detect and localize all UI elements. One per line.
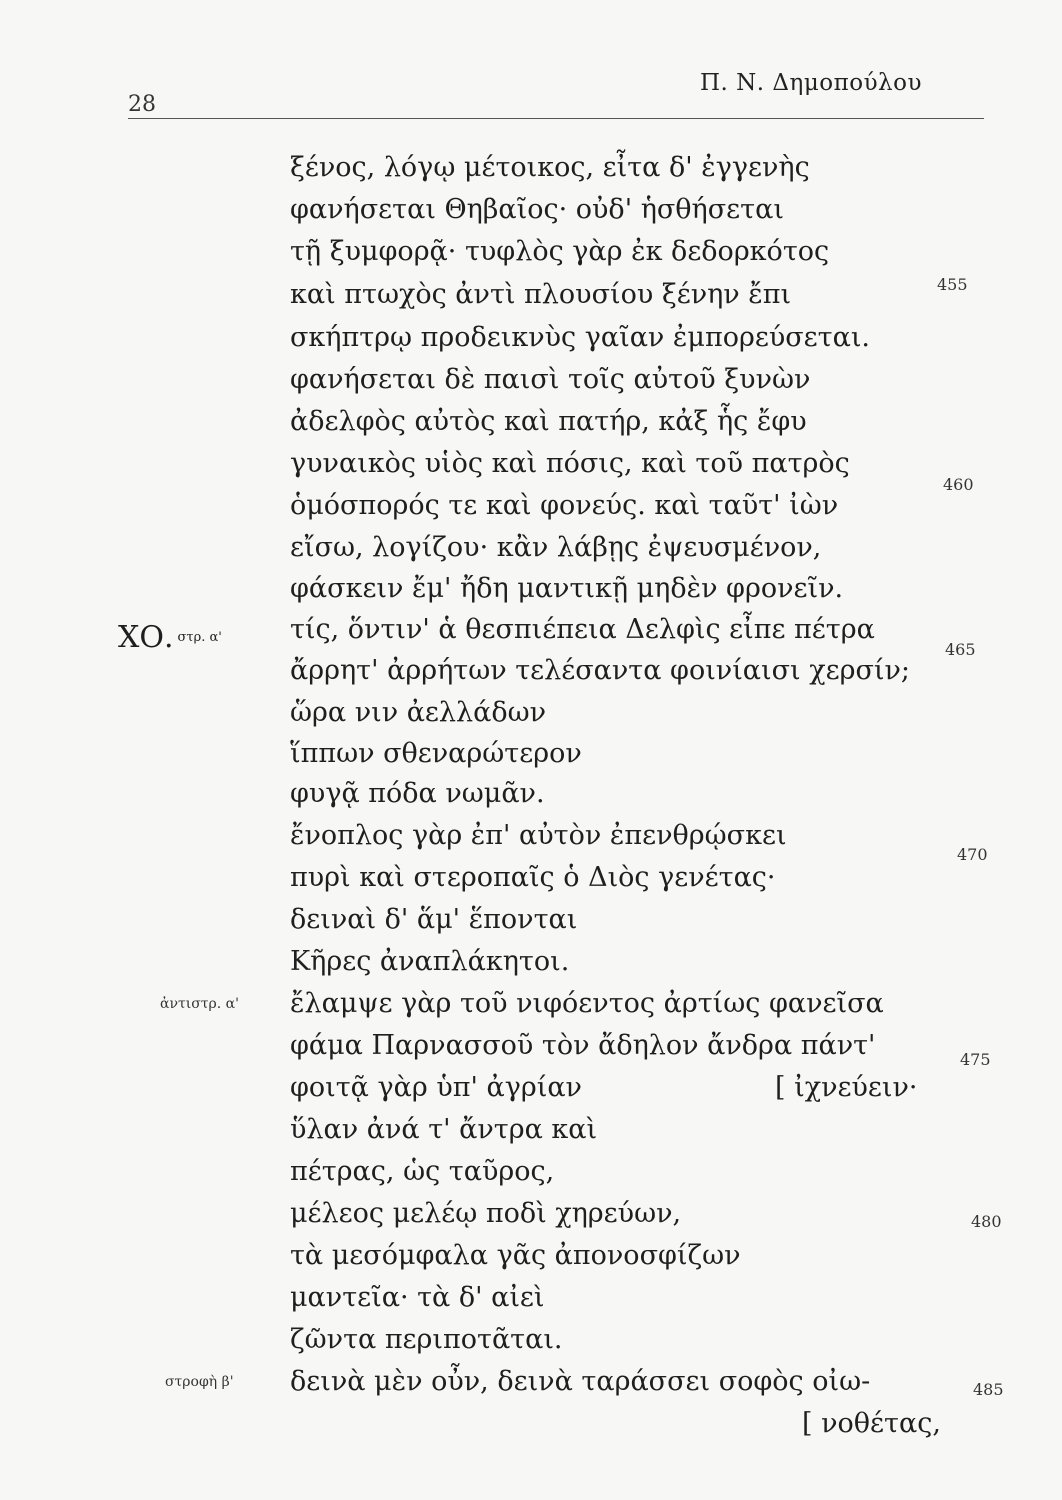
verse-line: ὥρα νιν ἀελλάδων (290, 697, 547, 728)
verse-line: ἔλαμψε γὰρ τοῦ νιφόεντος ἀρτίως φανεῖσα (290, 988, 884, 1019)
page-number: 28 (128, 92, 156, 117)
verse-line: ἄρρητ' ἀρρήτων τελέσαντα φοινίαισι χερσίν; (290, 655, 910, 686)
verse-line: φανήσεται δὲ παισὶ τοῖς αὐτοῦ ξυνὼν (290, 364, 811, 395)
speaker-name: ΧΟ. (118, 620, 174, 655)
verse-line: ἀδελφὸς αὐτὸς καὶ πατήρ, κἀξ ἧς ἔφυ (290, 406, 807, 437)
antistrophe-label: ἀντιστρ. α' (160, 996, 239, 1012)
line-number: 480 (971, 1212, 1002, 1231)
verse-line: σκήπτρῳ προδεικνὺς γαῖαν ἐμπορεύσεται. (290, 322, 870, 353)
verse-line: τῇ ξυμφορᾷ· τυφλὸς γὰρ ἐκ δεδορκότος (290, 236, 830, 267)
verse-line: γυναικὸς υἱὸς καὶ πόσις, καὶ τοῦ πατρὸς (290, 448, 850, 479)
verse-line: δειναὶ δ' ἅμ' ἕπονται (290, 904, 578, 935)
verse-line: μέλεος μελέῳ ποδὶ χηρεύων, (290, 1198, 682, 1229)
verse-line: φανήσεται Θηβαῖος· οὐδ' ἡσθήσεται (290, 194, 784, 225)
verse-line: φυγᾷ πόδα νωμᾶν. (290, 778, 545, 809)
verse-line: τὰ μεσόμφαλα γᾶς ἀπονοσφίζων (290, 1240, 741, 1271)
verse-line: φοιτᾷ γὰρ ὑπ' ἀγρίαν (290, 1072, 582, 1103)
verse-line: ὕλαν ἀνά τ' ἄντρα καὶ (290, 1114, 598, 1145)
verse-line: πέτρας, ὡς ταῦρος, (290, 1156, 555, 1187)
line-number: 485 (973, 1380, 1004, 1399)
verse-continuation: [ ἰχνεύειν· (775, 1072, 918, 1103)
verse-line: ὁμόσπορός τε καὶ φονεύς. καὶ ταῦτ' ἰὼν (290, 490, 839, 521)
verse-continuation: [ νοθέτας, (802, 1408, 941, 1439)
line-number: 465 (945, 640, 976, 659)
verse-line: ζῶντα περιποτᾶται. (290, 1324, 563, 1355)
strophe-label: στροφὴ β' (165, 1374, 234, 1390)
running-head: Π. Ν. Δημοπούλου (700, 70, 922, 96)
line-number: 460 (943, 475, 974, 494)
verse-line: δεινὰ μὲν οὖν, δεινὰ ταράσσει σοφὸς οἰω- (290, 1366, 871, 1397)
line-number: 470 (957, 845, 988, 864)
verse-line: τίς, ὅντιν' ἁ θεσπιέπεια Δελφὶς εἶπε πέτρα (290, 614, 875, 645)
verse-line: φάμα Παρνασσοῦ τὸν ἄδηλον ἄνδρα πάντ' (290, 1030, 876, 1061)
speaker-note: στρ. α' (177, 630, 222, 645)
verse-line: καὶ πτωχὸς ἀντὶ πλουσίου ξένην ἔπι (290, 279, 792, 310)
verse-line: ἵππων σθεναρώτερον (290, 738, 582, 769)
verse-line: εἴσω, λογίζου· κἂν λάβῃς ἐψευσμένον, (290, 532, 822, 563)
verse-line: ξένος, λόγῳ μέτοικος, εἶτα δ' ἐγγενὴς (290, 152, 810, 183)
verse-line: Κῆρες ἀναπλάκητοι. (290, 946, 570, 977)
verse-line: μαντεῖα· τὰ δ' αἰεὶ (290, 1282, 545, 1313)
line-number: 475 (960, 1050, 991, 1069)
verse-line: πυρὶ καὶ στεροπαῖς ὁ Διὸς γενέτας· (290, 862, 776, 893)
speaker-label (118, 620, 222, 655)
header-rule (128, 118, 984, 119)
verse-line: ἔνοπλος γὰρ ἐπ' αὐτὸν ἐπενθρῴσκει (290, 820, 787, 851)
line-number: 455 (937, 275, 968, 294)
verse-line: φάσκειν ἔμ' ἤδη μαντικῇ μηδὲν φρονεῖν. (290, 573, 844, 604)
